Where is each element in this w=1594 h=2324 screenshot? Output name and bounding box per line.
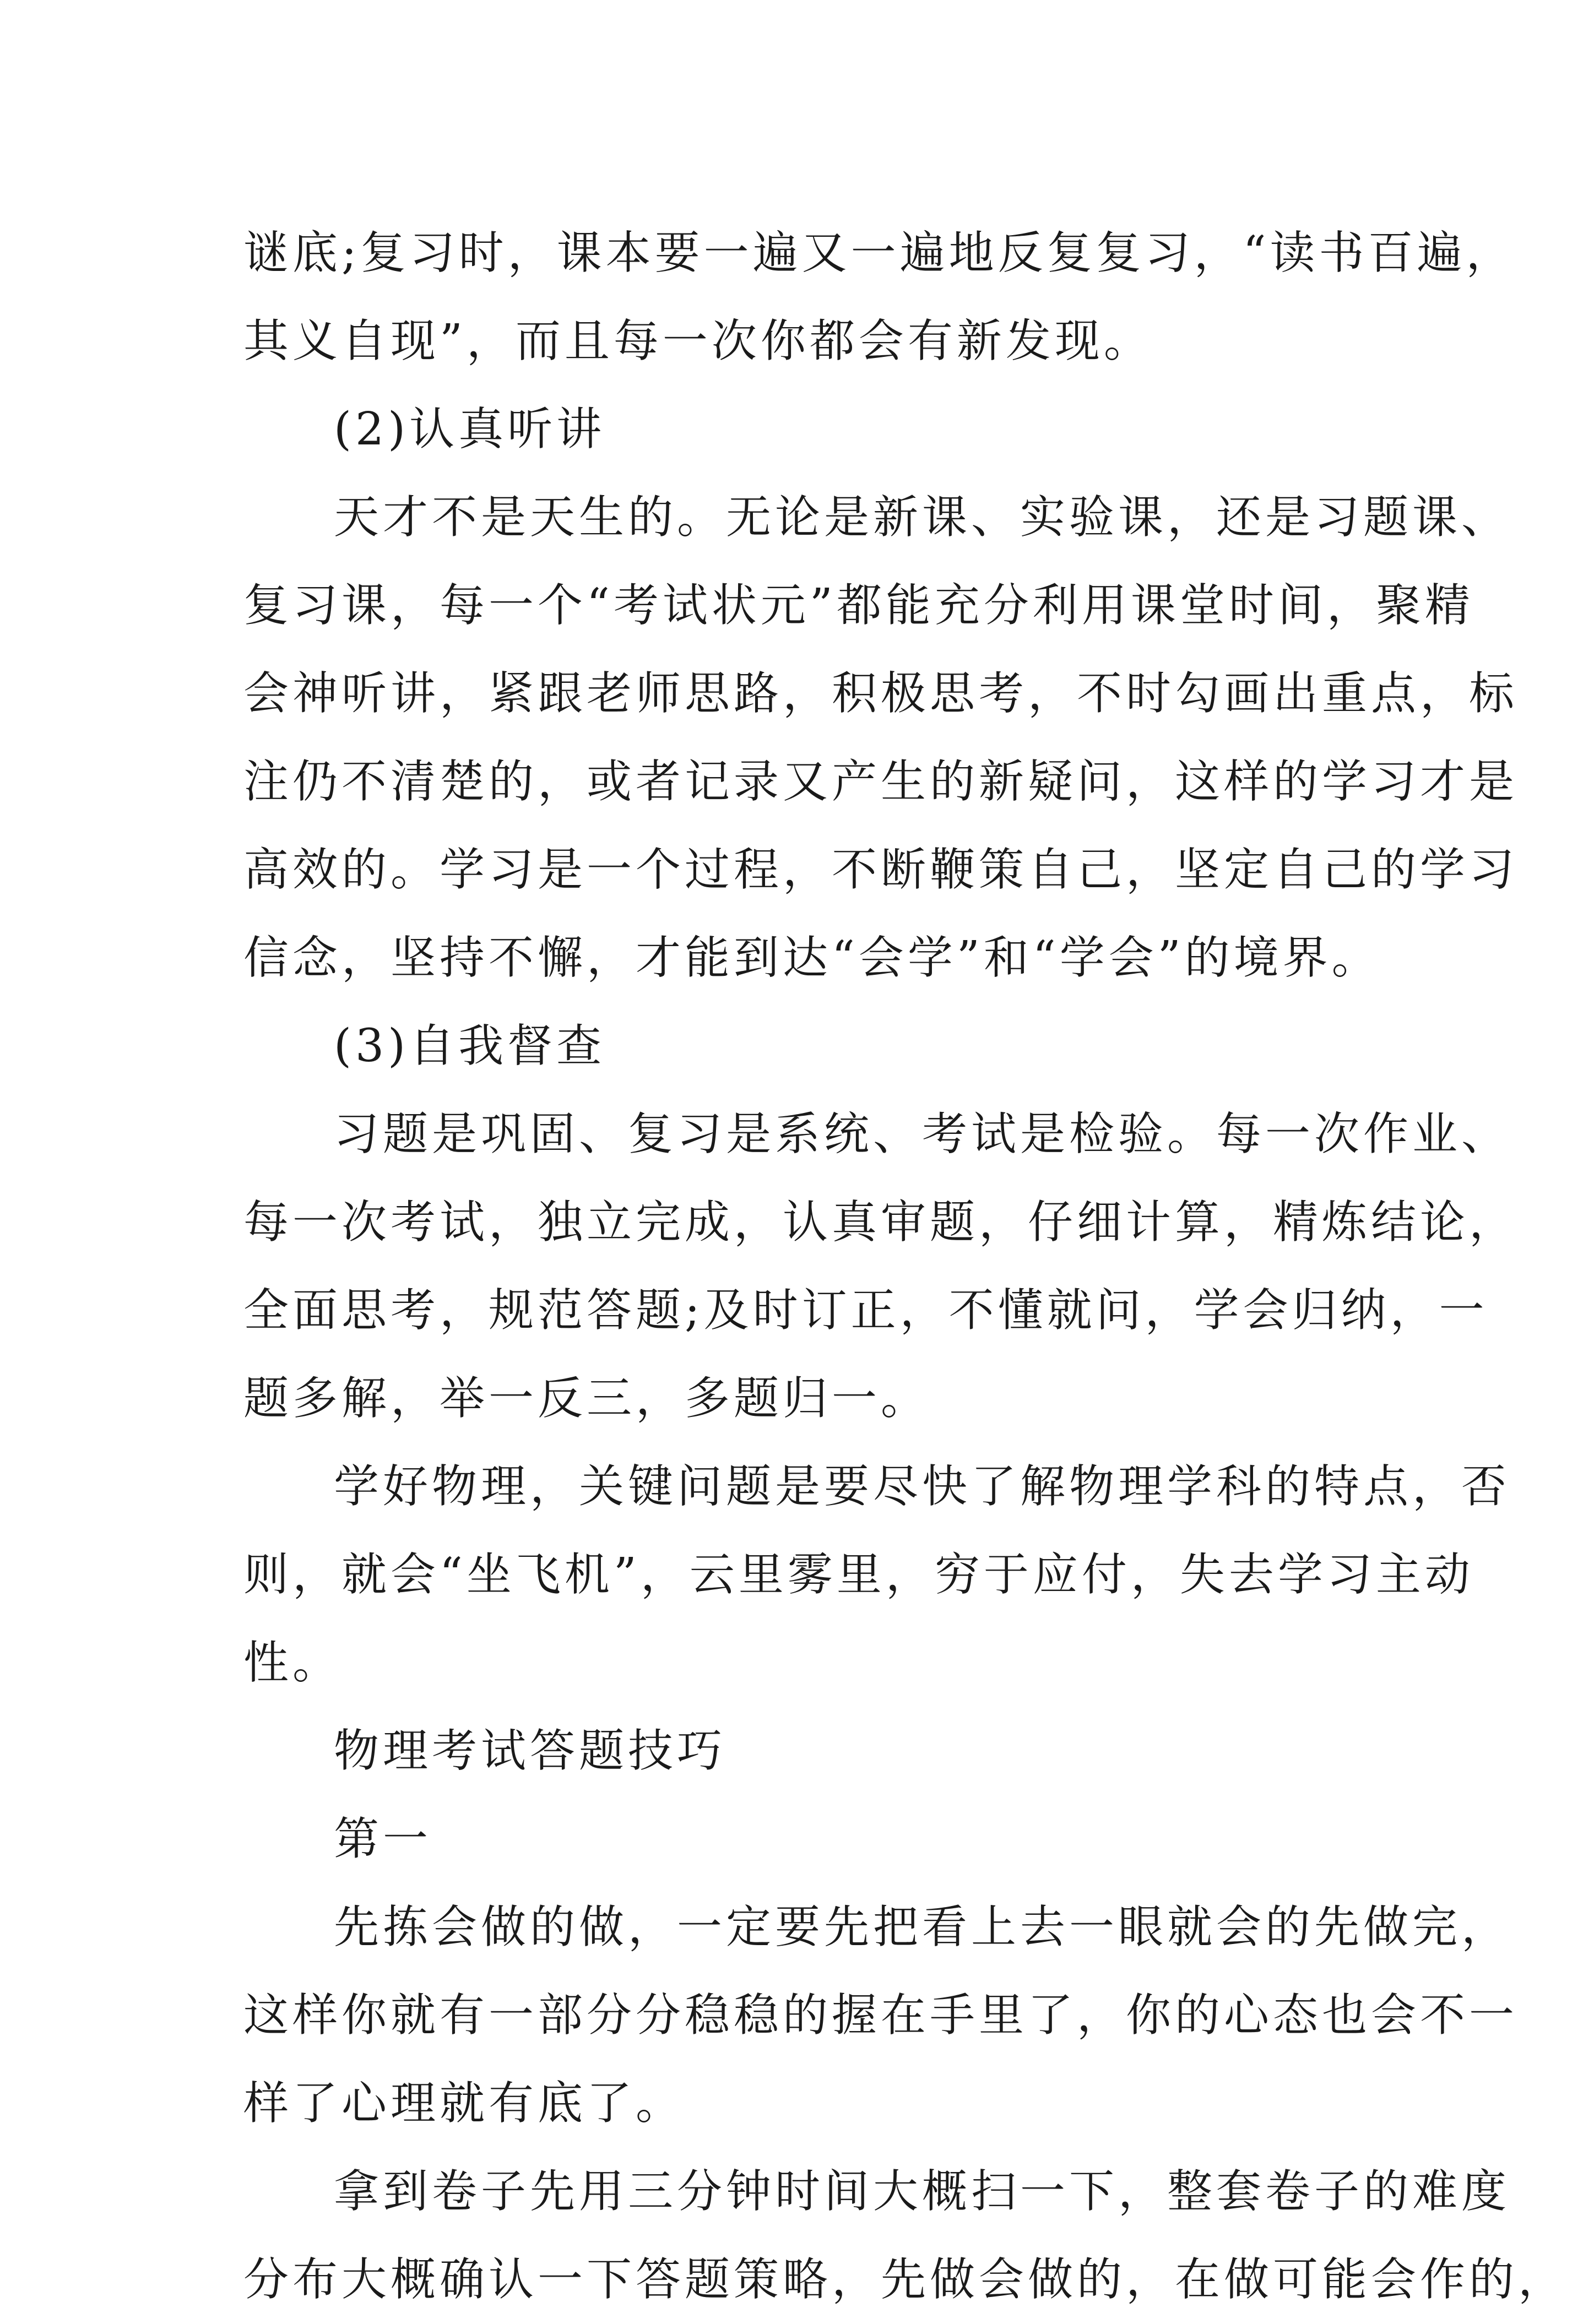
text-line: 学好物理，关键问题是要尽快了解物理学科的特点，否 — [334, 1460, 1511, 1513]
text-line: 信念，坚持不懈，才能到达“会学”和“学会”的境界。 — [243, 932, 1381, 984]
text-line: 分布大概确认一下答题策略，先做会做的，在做可能会作的， — [243, 2254, 1568, 2306]
document-body — [243, 209, 1568, 2324]
section-heading: (2)认真听讲 — [334, 403, 606, 455]
text-line: 性。 — [243, 1637, 342, 1689]
text-line: 会神听讲，紧跟老师思路，积极思考，不时勾画出重点，标 — [243, 667, 1519, 720]
text-line: 全面思考，规范答题;及时订正，不懂就问，学会归纳，一 — [243, 1284, 1488, 1337]
text-line: 天才不是天生的。无论是新课、实验课，还是习题课、 — [334, 491, 1511, 544]
text-line: 注仍不清楚的，或者记录又产生的新疑问，这样的学习才是 — [243, 756, 1519, 808]
text-line: 样了心理就有底了。 — [243, 2077, 685, 2130]
text-line: 则，就会“坐飞机”，云里雾里，穷于应付，失去学习主动 — [243, 1549, 1474, 1601]
section-heading: 第一 — [334, 1813, 432, 1865]
text-line: 拿到卷子先用三分钟时间大概扫一下，整套卷子的难度 — [334, 2165, 1511, 2218]
text-line: 题多解，举一反三，多题归一。 — [243, 1372, 930, 1425]
text-line: 这样你就有一部分分稳稳的握在手里了，你的心态也会不一 — [243, 1989, 1519, 2041]
text-line: 习题是巩固、复习是系统、考试是检验。每一次作业、 — [334, 1108, 1511, 1160]
text-line: 复习课，每一个“考试状元”都能充分利用课堂时间，聚精 — [243, 579, 1474, 632]
text-line: 其义自现”，而且每一次你都会有新发现。 — [243, 315, 1153, 367]
text-line: 先拣会做的做，一定要先把看上去一眼就会的先做完， — [334, 1901, 1511, 1953]
section-title: 物理考试答题技巧 — [334, 1725, 726, 1777]
text-line: 高效的。学习是一个过程，不断鞭策自己，坚定自己的学习 — [243, 844, 1519, 896]
section-heading: (3)自我督查 — [334, 1020, 606, 1072]
text-line: 每一次考试，独立完成，认真审题，仔细计算，精炼结论， — [243, 1196, 1519, 1248]
text-line: 谜底;复习时，课本要一遍又一遍地反复复习，“读书百遍， — [243, 227, 1515, 279]
